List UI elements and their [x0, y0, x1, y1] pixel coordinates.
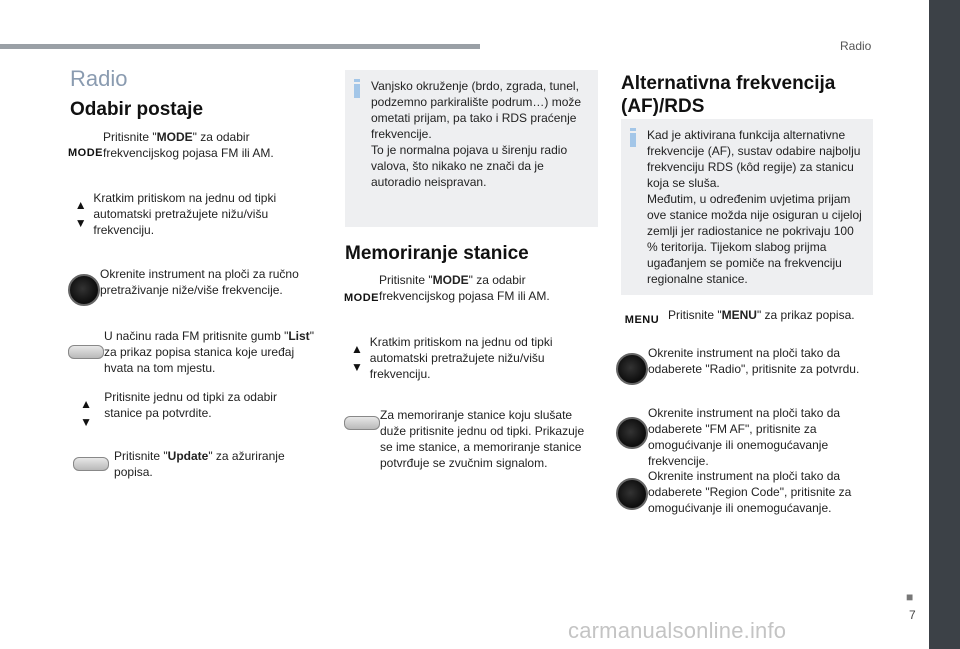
info-box-af: [621, 119, 873, 295]
instruction-text: Okrenite instrument na ploči za ručno pretraživanje niže/više frekvencije.: [100, 267, 299, 297]
mode-button-icon: MODE: [344, 292, 379, 304]
rotary-knob-icon: [616, 417, 648, 449]
mode-button-icon: MODE: [68, 147, 103, 159]
instruction-row: [344, 334, 598, 382]
chapter-title: Radio: [70, 66, 128, 91]
seek-arrows-icon: ▲ ▼: [350, 342, 363, 374]
instruction-row: [68, 389, 318, 437]
instruction-row: [344, 272, 598, 324]
seek-arrows-icon: ▲ ▼: [74, 198, 87, 230]
instruction-text: Pritisnite "Update" za ažuriranje popisa.: [114, 449, 285, 479]
info-icon: [630, 128, 636, 146]
instruction-text: U načinu rada FM pritisnite gumb "List" za prikaz popisa stanica koje uređaj hvata na tom mjestu.: [104, 329, 314, 375]
instruction-row: [68, 190, 318, 238]
instruction-row: [344, 407, 598, 471]
watermark: carmanualsonline.info: [568, 618, 787, 643]
softkey-button-icon: [344, 416, 380, 430]
side-tab-bar: [929, 0, 960, 649]
instruction-text: Okrenite instrument na ploči tako da odaberete "FM AF", pritisnite za omogućivanje ili onemogućavanje frekvencije.: [648, 406, 841, 468]
instruction-row: [68, 266, 318, 314]
instruction-text: Pritisnite "MODE" za odabir frekvencijskog pojasa FM ili AM.: [103, 130, 274, 160]
info-text: Vanjsko okruženje (brdo, zgrada, tunel, podzemno parkiralište podrum…) može ometati prijam, pa tako i RDS praćenje frekvencije. To je normalna pojava u širenju radio valova, što nikako ne znači da je autoradio neispravan.: [371, 79, 582, 189]
heading-memoriranje-stanice: Memoriranje stanice: [345, 243, 529, 264]
section-label: Radio: [840, 39, 872, 53]
instruction-row: [616, 305, 876, 335]
instruction-text: Pritisnite jednu od tipki za odabir stanice pa potvrdite.: [104, 390, 277, 420]
softkey-button-icon: [68, 345, 104, 359]
softkey-button-icon: [73, 457, 109, 471]
menu-button-icon: MENU: [624, 314, 660, 326]
instruction-text: Pritisnite "MODE" za odabir frekvencijskog pojasa FM ili AM.: [379, 273, 550, 303]
info-text: Kad je aktivirana funkcija alternativne frekvencije (AF), sustav odabire najbolju frekvenciju RDS (kôd regije) za stanicu koja se sluša. Međutim, u određenim uvjetima prijam ove stanice možda nije osiguran u cijeloj zemlji jer radiostanice ne pokrivaju 100 % teritorija. Tijekom slabog prijma ugađanjem se pomiče na frekvenciju regionalne stanice.: [647, 128, 862, 286]
heading-alternativna-frekvencija: Alternativna frekvencija (AF)/RDS: [621, 73, 836, 117]
instruction-row: [68, 328, 318, 376]
info-box-reception: [345, 70, 598, 227]
instruction-text: Za memoriranje stanice koju slušate duže pritisnite jednu od tipki. Prikazuje se ime stanice, a memoriranje stanice potvrđuje se zvučnim signalom.: [380, 408, 585, 470]
instruction-text: Pritisnite "MENU" za prikaz popisa.: [668, 308, 855, 322]
instruction-row: [616, 405, 876, 469]
instruction-row: [616, 345, 876, 393]
page-marker: ■: [906, 590, 914, 604]
rotary-knob-icon: [616, 353, 648, 385]
rotary-knob-icon: [68, 274, 100, 306]
instruction-text: Okrenite instrument na ploči tako da odaberete "Region Code", pritisnite za omogućivanje ili onemogućavanje.: [648, 469, 852, 515]
seek-arrows-icon: ▲ ▼: [80, 397, 93, 429]
instruction-text: Kratkim pritiskom na jednu od tipki automatski pretražujete nižu/višu frekvenciju.: [369, 335, 553, 381]
header-rule: [0, 44, 480, 49]
rotary-knob-icon: [616, 478, 648, 510]
instruction-row: [616, 468, 876, 520]
info-icon: [354, 79, 360, 97]
heading-odabir-postaje: Odabir postaje: [70, 99, 204, 120]
page-number: 7: [909, 608, 916, 622]
instruction-text: Okrenite instrument na ploči tako da odaberete "Radio", pritisnite za potvrdu.: [648, 346, 860, 376]
instruction-text: Kratkim pritiskom na jednu od tipki automatski pretražujete nižu/višu frekvenciju.: [93, 191, 277, 237]
instruction-row: [68, 129, 318, 177]
instruction-row: [68, 448, 318, 480]
